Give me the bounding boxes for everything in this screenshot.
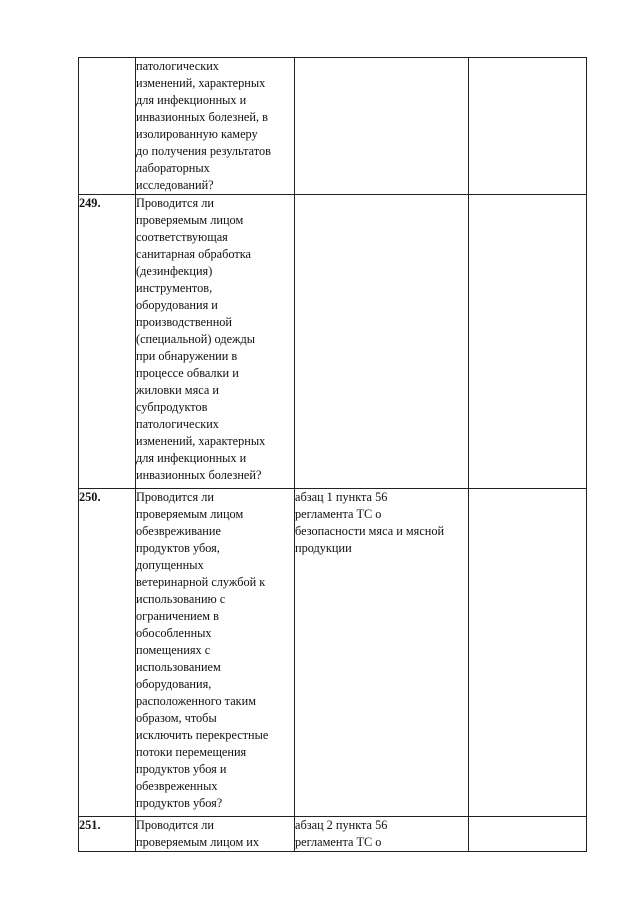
reference-line: регламента ТС о <box>295 835 382 849</box>
reference-line: абзац 1 пункта 56 <box>295 490 388 504</box>
question-line: оборудования и <box>136 298 218 312</box>
question-line: ветеринарной службой к <box>136 575 266 589</box>
legal-reference <box>295 195 469 489</box>
checklist-rows <box>79 58 587 852</box>
question-line: жиловки мяса и <box>136 383 219 397</box>
requirement-question <box>136 58 295 195</box>
question-line: до получения результатов <box>136 144 271 158</box>
question-line: расположенного таким <box>136 694 256 708</box>
notes-cell <box>469 817 587 852</box>
question-line: потоки перемещения <box>136 745 247 759</box>
item-number: 251. <box>79 817 136 852</box>
question-line: обезвреженных <box>136 779 218 793</box>
question-line: обособленных <box>136 626 212 640</box>
question-line: оборудования, <box>136 677 212 691</box>
question-line: патологических <box>136 59 219 73</box>
question-line: (дезинфекция) <box>136 264 213 278</box>
question-line: ограничением в <box>136 609 219 623</box>
reference-line: абзац 2 пункта 56 <box>295 818 388 832</box>
requirement-question <box>136 817 295 852</box>
legal-reference <box>295 817 469 852</box>
question-line: исследований? <box>136 178 214 192</box>
question-line: проверяемым лицом их <box>136 835 260 849</box>
notes-cell <box>469 489 587 817</box>
question-line: (специальной) одежды <box>136 332 256 346</box>
notes-cell <box>469 58 587 195</box>
question-line: Проводится ли <box>136 490 214 504</box>
question-line: патологических <box>136 417 219 431</box>
table-row <box>79 58 587 195</box>
table-row <box>79 817 587 852</box>
item-number: 250. <box>79 489 136 817</box>
question-line: процессе обвалки и <box>136 366 239 380</box>
legal-reference <box>295 489 469 817</box>
reference-line: продукции <box>295 541 352 555</box>
checklist-table <box>78 57 587 852</box>
question-line: продуктов убоя? <box>136 796 223 810</box>
question-line: субпродуктов <box>136 400 208 414</box>
question-line: использованием <box>136 660 221 674</box>
item-number: 249. <box>79 195 136 489</box>
question-line: инвазионных болезней? <box>136 468 262 482</box>
question-line: лабораторных <box>136 161 210 175</box>
requirement-question <box>136 489 295 817</box>
question-line: продуктов убоя, <box>136 541 220 555</box>
question-line: Проводится ли <box>136 196 214 210</box>
question-line: Проводится ли <box>136 818 214 832</box>
question-line: допущенных <box>136 558 204 572</box>
notes-cell <box>469 195 587 489</box>
question-line: образом, чтобы <box>136 711 217 725</box>
question-line: продуктов убоя и <box>136 762 227 776</box>
reference-line: регламента ТС о <box>295 507 382 521</box>
question-line: инструментов, <box>136 281 213 295</box>
item-number <box>79 58 136 195</box>
question-line: помещениях с <box>136 643 211 657</box>
question-line: для инфекционных и <box>136 451 247 465</box>
question-line: для инфекционных и <box>136 93 247 107</box>
question-line: производственной <box>136 315 233 329</box>
question-line: использованию с <box>136 592 226 606</box>
table-row <box>79 489 587 817</box>
question-line: при обнаружении в <box>136 349 238 363</box>
question-line: изменений, характерных <box>136 76 266 90</box>
question-line: изолированную камеру <box>136 127 258 141</box>
question-line: соответствующая <box>136 230 228 244</box>
requirement-question <box>136 195 295 489</box>
question-line: обезвреживание <box>136 524 221 538</box>
question-line: исключить перекрестные <box>136 728 269 742</box>
table-row <box>79 195 587 489</box>
question-line: санитарная обработка <box>136 247 252 261</box>
question-line: инвазионных болезней, в <box>136 110 268 124</box>
question-line: проверяемым лицом <box>136 213 244 227</box>
question-line: изменений, характерных <box>136 434 266 448</box>
question-line: проверяемым лицом <box>136 507 244 521</box>
reference-line: безопасности мяса и мясной <box>295 524 445 538</box>
legal-reference <box>295 58 469 195</box>
